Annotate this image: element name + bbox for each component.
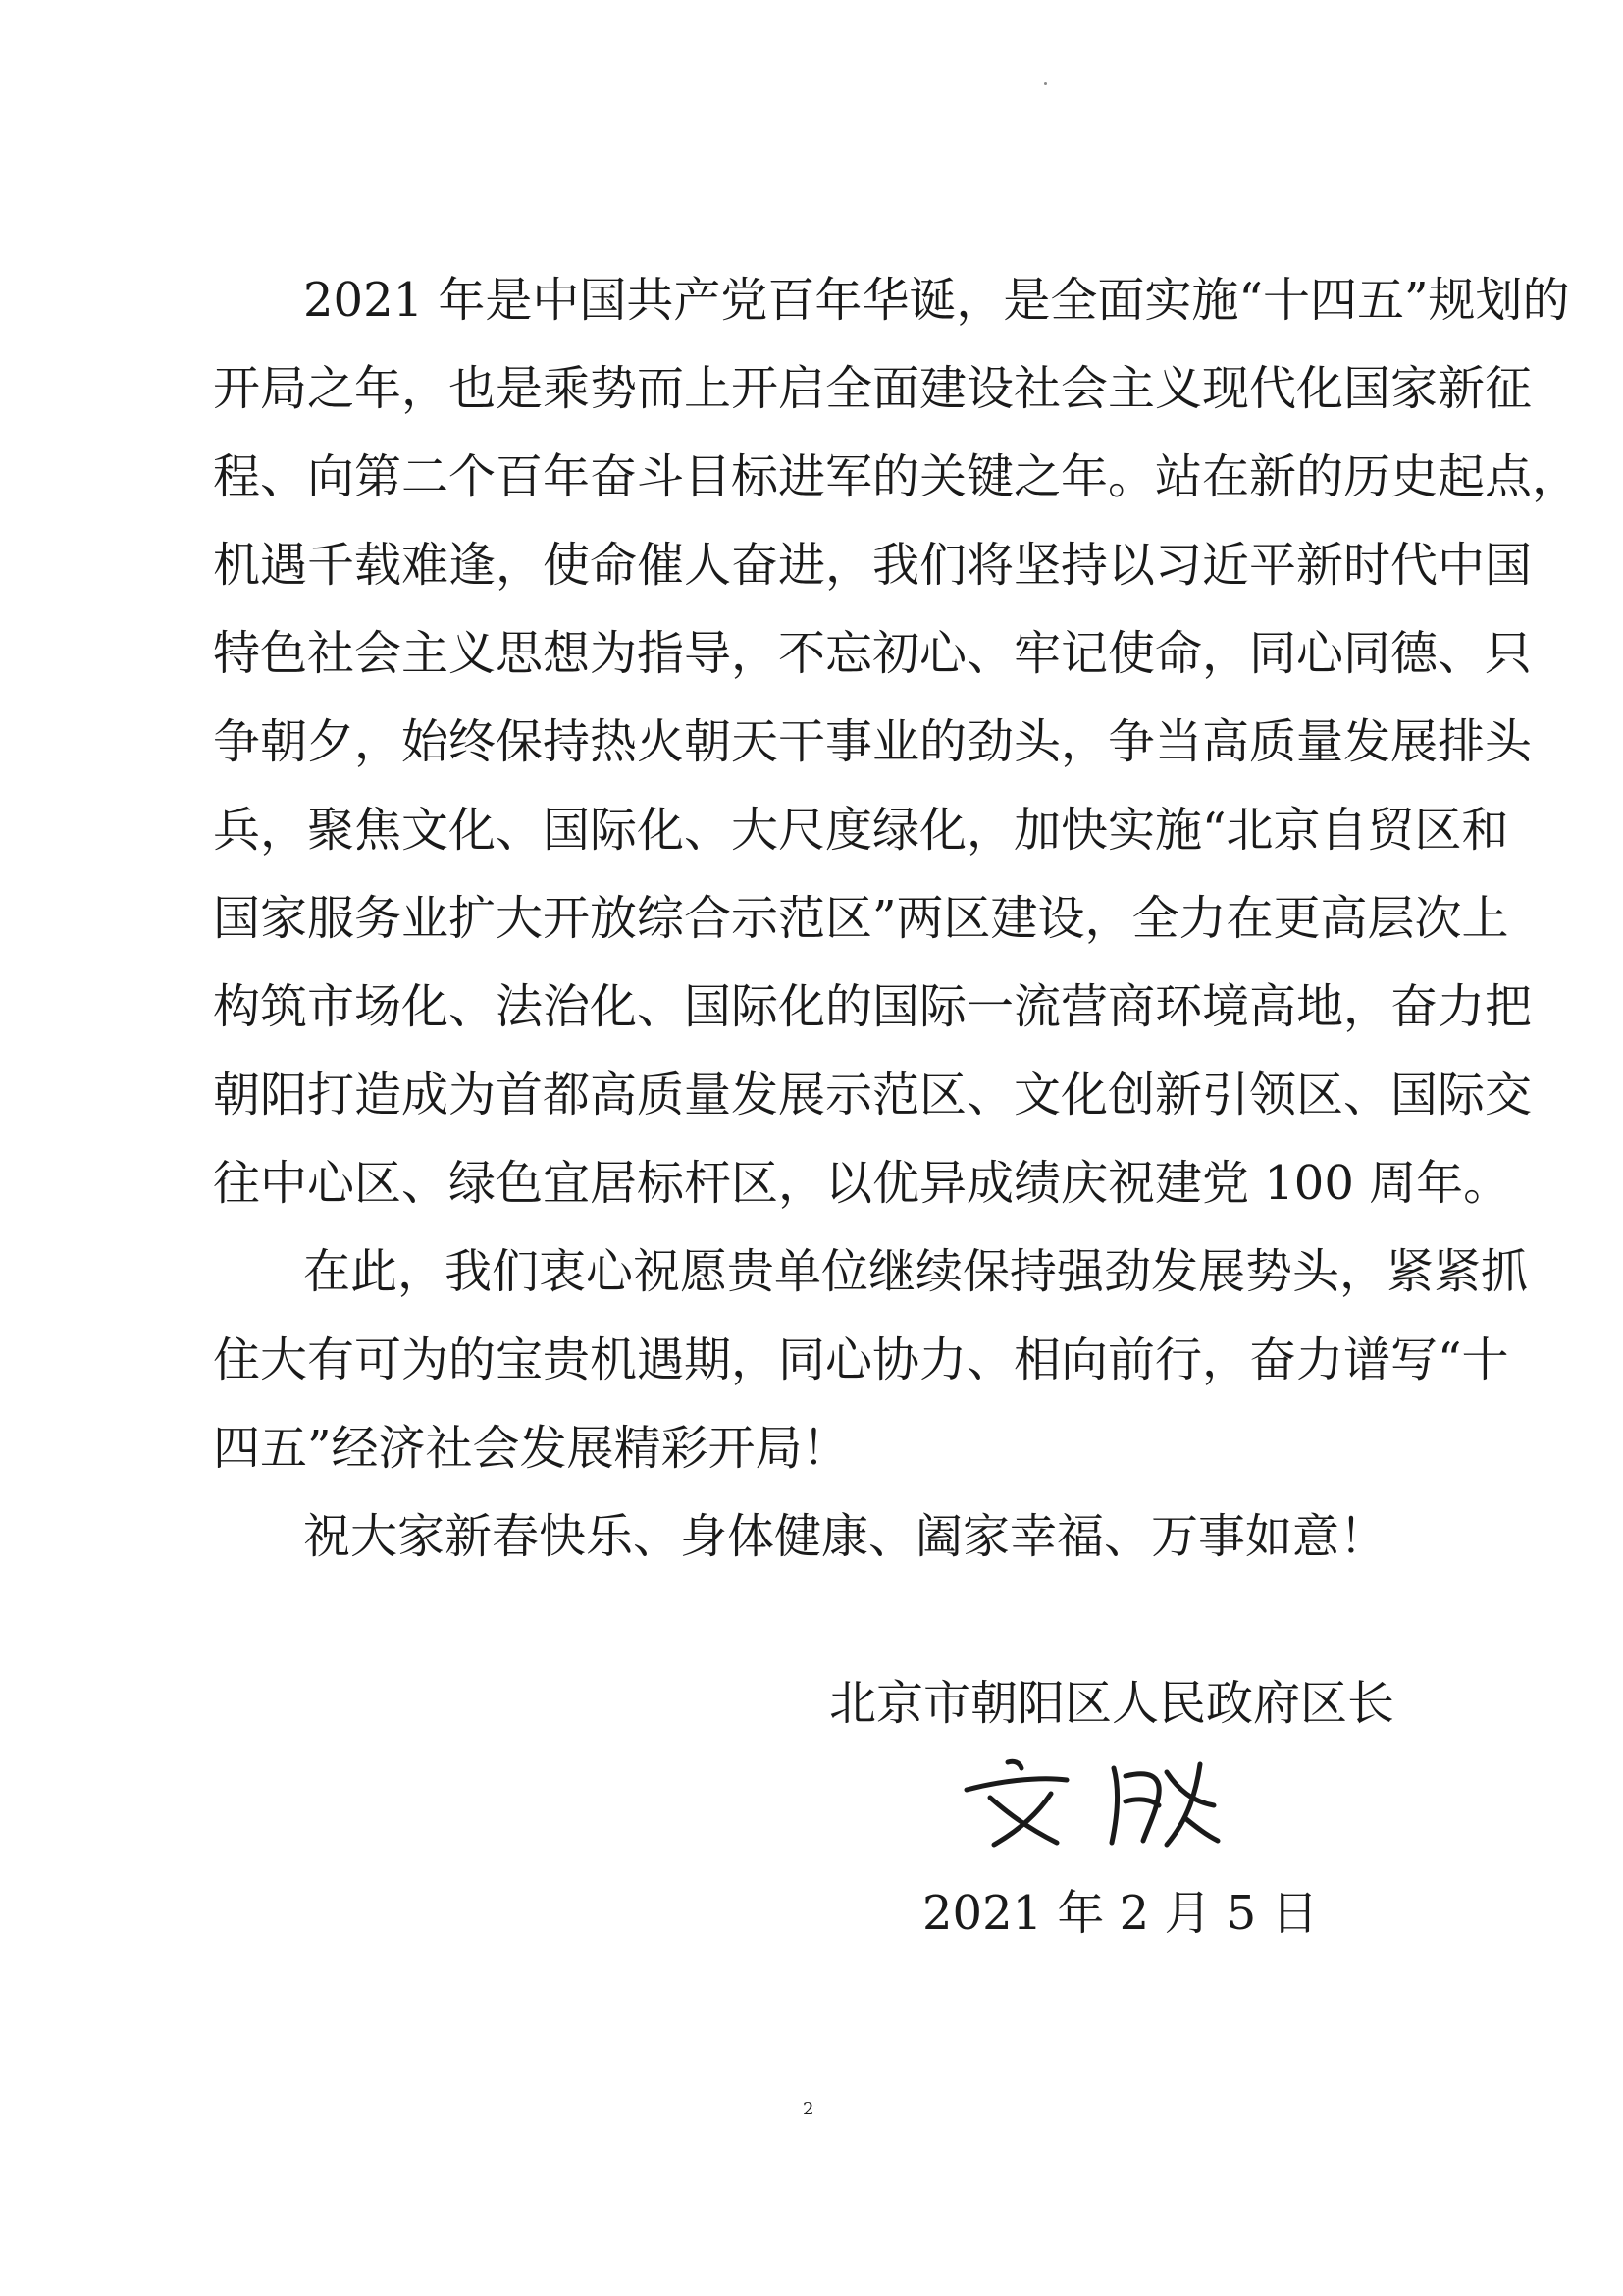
paragraph-2-line-3: 四五”经济社会发展精彩开局！: [213, 1421, 850, 1476]
paragraph-1-line-4: 机遇千载难逢，使命催人奋进，我们将坚持以习近平新时代中国: [213, 538, 1533, 593]
signer-title: 北京市朝阳区人民政府区长: [829, 1676, 1395, 1731]
paragraph-1-line-3: 程、向第二个百年奋斗目标进军的关键之年。站在新的历史起点，: [213, 449, 1580, 504]
paragraph-1-line-2: 开局之年，也是乘势而上开启全面建设社会主义现代化国家新征: [213, 361, 1533, 416]
paragraph-2-line-2: 住大有可为的宝贵机遇期，同心协力、相向前行，奋力谱写“十: [213, 1332, 1509, 1387]
paragraph-3-line-1: 祝大家新春快乐、身体健康、阖家幸福、万事如意！: [303, 1509, 1387, 1564]
paragraph-1-line-10: 朝阳打造成为首都高质量发展示范区、文化创新引领区、国际交: [213, 1068, 1533, 1122]
page-number: 2: [803, 2099, 814, 2119]
letter-date: 2021 年 2 月 5 日: [922, 1886, 1319, 1941]
paragraph-1-line-9: 构筑市场化、法治化、国际化的国际一流营商环境高地，奋力把: [213, 979, 1533, 1034]
paragraph-1-line-7: 兵，聚焦文化、国际化、大尺度绿化，加快实施“北京自贸区和: [213, 803, 1509, 858]
paragraph-1-line-8: 国家服务业扩大开放综合示范区”两区建设，全力在更高层次上: [213, 891, 1509, 946]
paragraph-2-line-1: 在此，我们衷心祝愿贵单位继续保持强劲发展势头，紧紧抓: [303, 1244, 1529, 1299]
paragraph-1-line-6: 争朝夕，始终保持热火朝天干事业的劲头，争当高质量发展排头: [213, 714, 1533, 769]
scan-speck: [1044, 82, 1047, 85]
paragraph-1-line-5: 特色社会主义思想为指导，不忘初心、牢记使命，同心同德、只: [213, 626, 1533, 681]
handwritten-signature: [957, 1747, 1231, 1854]
paragraph-1-line-11: 往中心区、绿色宜居标杆区，以优异成绩庆祝建党 100 周年。: [213, 1156, 1511, 1211]
paragraph-1-line-1: 2021 年是中国共产党百年华诞，是全面实施“十四五”规划的: [303, 273, 1570, 328]
